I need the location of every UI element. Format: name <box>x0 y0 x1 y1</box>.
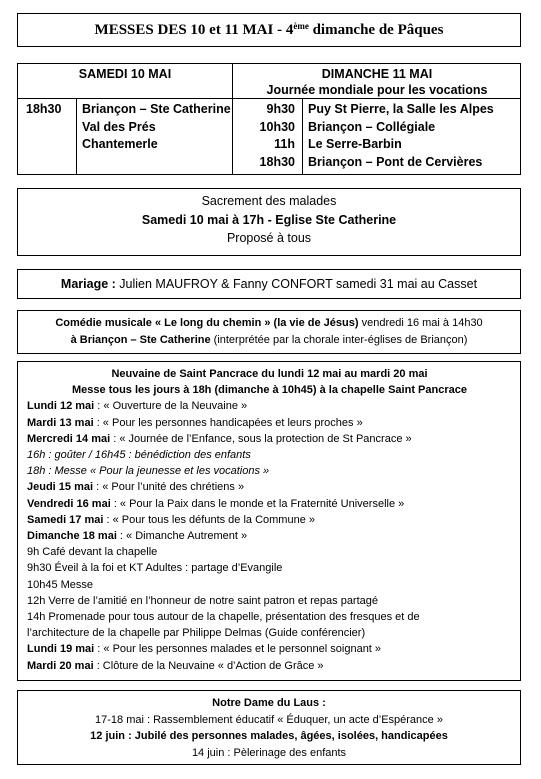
neuvaine-box <box>17 361 521 681</box>
saturday-place: Briançon – Ste Catherine <box>82 102 231 116</box>
neuvaine-line <box>27 658 512 674</box>
sunday-time: 9h30 <box>266 102 295 116</box>
sacrement-note: Proposé à tous <box>226 231 312 245</box>
comedie-line-1 <box>18 315 520 332</box>
sunday-time: 18h30 <box>259 154 295 169</box>
neuvaine-line: l’architecture de la chapelle par Philippe Delmas (Guide conférencier) <box>27 627 366 640</box>
comedie-title: Comédie musicale « Le long du chemin » (la vie de Jésus) <box>55 317 359 329</box>
sunday-header-subtitle: Journée mondiale pour les vocations <box>266 83 488 97</box>
comedie-line-2 <box>18 332 520 349</box>
neuvaine-line <box>27 512 512 528</box>
laus-line: 17-18 mai : Rassemblement éducatif « Éduquer, un acte d’Espérance » <box>95 713 443 726</box>
neuvaine-line <box>27 528 512 544</box>
saturday-time: 18h30 <box>26 102 62 116</box>
neuvaine-line <box>27 431 512 447</box>
sacrement-when: Samedi 10 mai à 17h - Eglise Ste Catherine <box>141 212 397 227</box>
laus-line: 14 juin : Pèlerinage des enfants <box>191 746 347 759</box>
sunday-header-date: DIMANCHE 11 MAI <box>321 67 433 81</box>
laus-line: 12 juin : Jubilé des personnes malades, âgées, isolées, handicapées <box>90 730 448 742</box>
neuvaine-line: 16h : goûter / 16h45 : bénédiction des enfants <box>27 449 251 462</box>
neuvaine-line <box>27 641 512 657</box>
neuvaine-day: Samedi 17 mai <box>27 513 104 526</box>
neuvaine-day: Vendredi 16 mai <box>27 497 111 510</box>
sunday-place: Briançon – Pont de Cervières <box>308 154 483 169</box>
comedie-note: (interprétée par la chorale inter-églises de Briançon) <box>210 334 468 346</box>
neuvaine-subheading: Messe tous les jours à 18h (dimanche à 10h45) à la chapelle Saint Pancrace <box>72 384 467 397</box>
laus-box <box>17 690 521 765</box>
neuvaine-text: : Clôture de la Neuvaine « d’Action de Grâce » <box>93 659 324 672</box>
table-divider <box>302 98 303 174</box>
neuvaine-text: : « Dimanche Autrement » <box>116 530 248 543</box>
neuvaine-text: : « Pour les personnes handicapées et leurs proches » <box>93 416 363 429</box>
sunday-time: 11h <box>274 137 295 151</box>
sunday-place: Briançon – Collégiale <box>308 119 436 134</box>
laus-title: Notre Dame du Laus : <box>212 697 326 709</box>
saturday-place: Chantemerle <box>82 137 158 151</box>
saturday-place: Val des Prés <box>82 119 156 134</box>
neuvaine-line <box>27 496 512 512</box>
neuvaine-day: Dimanche 18 mai <box>27 530 117 543</box>
neuvaine-day: Jeudi 15 mai <box>27 481 94 494</box>
neuvaine-line: 9h Café devant la chapelle <box>27 546 158 559</box>
mariage-box <box>17 269 521 299</box>
neuvaine-line: 9h30 Éveil à la foi et KT Adultes : partage d’Evangile <box>27 562 283 575</box>
mass-schedule-table <box>17 63 521 175</box>
neuvaine-day: Mardi 13 mai <box>27 416 94 429</box>
neuvaine-day: Lundi 19 mai <box>27 643 95 656</box>
title-prefix: MESSES DES 10 et 11 MAI - 4 <box>94 22 294 38</box>
sacrement-title: Sacrement des malades <box>201 194 337 208</box>
comedie-date: vendredi 16 mai à 14h30 <box>358 317 483 329</box>
page-title <box>17 13 521 47</box>
mariage-label: Mariage : <box>60 277 116 291</box>
neuvaine-day: Lundi 12 mai <box>27 400 95 413</box>
table-header-divider <box>18 98 520 99</box>
neuvaine-text: : « Pour les personnes malades et le personnel soignant » <box>94 643 382 656</box>
sunday-places <box>308 101 494 171</box>
sunday-place: Puy St Pierre, la Salle les Alpes <box>308 102 494 116</box>
table-divider <box>76 98 77 174</box>
neuvaine-line: 18h : Messe « Pour la jeunesse et les vocations » <box>27 465 270 478</box>
neuvaine-line: 14h Promenade pour tous autour de la chapelle, présentation des fresques et de <box>27 611 420 624</box>
sunday-time: 10h30 <box>259 119 295 134</box>
neuvaine-line <box>27 479 512 495</box>
mariage-text: Julien MAUFROY & Fanny CONFORT samedi 31 mai au Casset <box>115 277 478 291</box>
comedie-box <box>17 310 521 354</box>
neuvaine-line <box>27 415 512 431</box>
neuvaine-text: : « Pour la Paix dans le monde et la Fraternité Universelle » <box>110 497 405 510</box>
neuvaine-text: : « Journée de l’Enfance, sous la protection de St Pancrace » <box>110 432 412 445</box>
neuvaine-line: 12h Verre de l’amitié en l’honneur de notre saint patron et repas partagé <box>27 594 379 607</box>
saturday-places <box>82 101 231 154</box>
neuvaine-line <box>27 398 512 414</box>
sunday-place: Le Serre-Barbin <box>308 137 402 151</box>
sunday-header <box>233 66 521 98</box>
sunday-times <box>233 101 295 171</box>
neuvaine-text: : « Pour l’unité des chrétiens » <box>93 481 245 494</box>
neuvaine-text: : « Ouverture de la Neuvaine » <box>94 400 248 413</box>
title-suffix: dimanche de Pâques <box>308 22 444 38</box>
neuvaine-day: Mardi 20 mai <box>27 659 94 672</box>
comedie-place: à Briançon – Ste Catherine <box>70 334 211 346</box>
saturday-header: SAMEDI 10 MAI <box>78 67 172 81</box>
neuvaine-line: 10h45 Messe <box>27 578 94 591</box>
sacrement-box <box>17 188 521 256</box>
neuvaine-day: Mercredi 14 mai <box>27 432 111 445</box>
neuvaine-text: : « Pour tous les défunts de la Commune » <box>103 513 315 526</box>
title-superscript: ème <box>293 21 309 31</box>
neuvaine-heading: Neuvaine de Saint Pancrace du lundi 12 mai au mardi 20 mai <box>111 368 428 380</box>
